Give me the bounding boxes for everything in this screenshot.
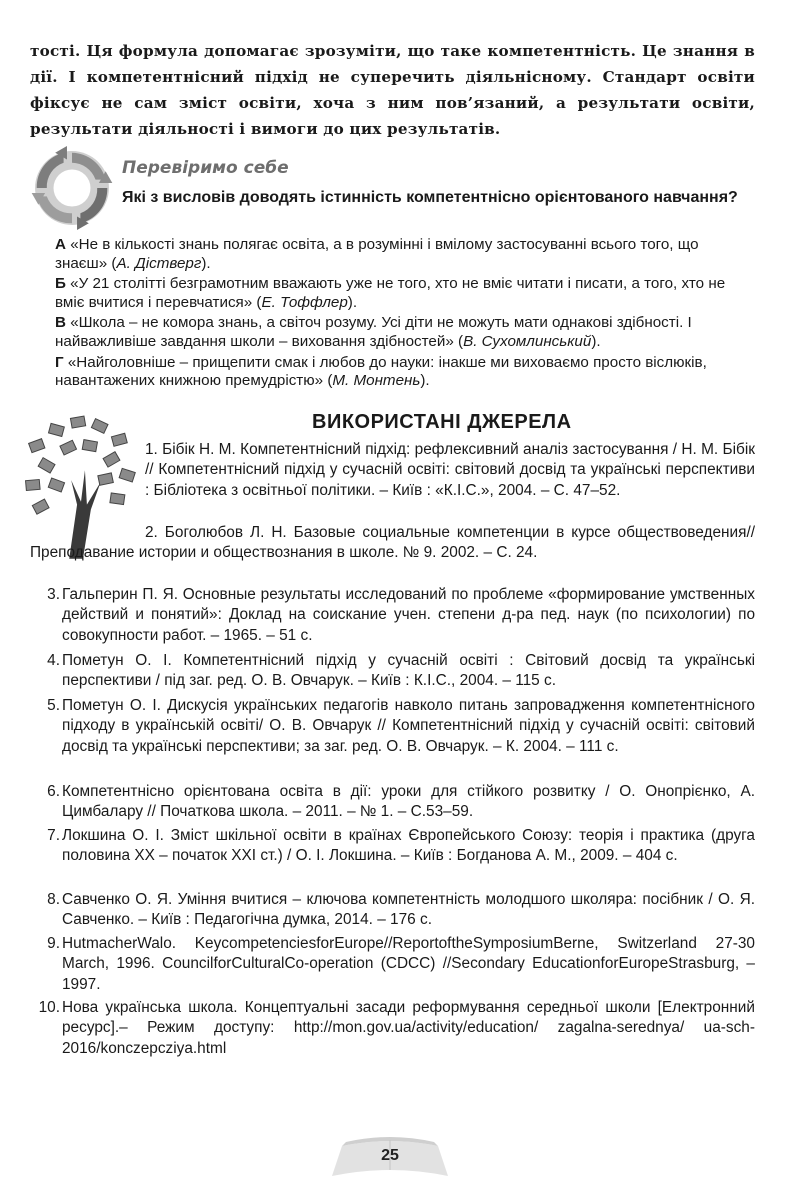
check-title: Перевіримо себе [122,158,289,178]
source-item-9: 9. HutmacherWalo. KeycompetenciesforEurope//ReportoftheSymposiumBerne, Switzerland 27-30 March, 1996. CouncilforCulturalCo-operation (CDCC) //Secondary EducationforEuropeStrasburg, –1997. [47,935,755,993]
quote-a: А «Не в кількості знань полягає освіта, а в розумінні і вмілому застосуванні всього того, що знаєш» (А. Дістверг). [55,236,699,272]
source-item-5: 5. Пометун О. І. Дискусія українських педагогів навколо питань запровадження компетентнісного підходу в українській освіті/ О. В. Овчарук // Компетентнісний підхід у сучасній освіті: світовий досвід та українські перспективи; за заг. ред. О. В. Овчарук. – К. 2004. – 111 с. [47,697,755,755]
quote-list [55,236,745,393]
quote-v: В «Школа – не комора знань, а світоч розуму. Усі діти не можуть мати однакові здібності. І найважливіше завдання школи – виховання здібностей» (В. Сухомлинський). [55,314,692,350]
source-item-1: 1. Бібік Н. М. Компетентнісний підхід: рефлексивний аналіз застосування / Н. М. Бібік // Компетентнісний підхід у сучасній освіті: світовий досвід та українські перспективи : Бібліотека з освітньої політики. – Київ : «К.І.С.», 2004. – С. 47–52. [145,441,755,499]
quote-g: Г «Найголовніше – прищепити смак і любов до науки: інакше ми виховаємо просто віслюків, навантажених книжною премудрістю» (М. Монтень). [55,353,707,390]
source-item-8: 8. Савченко О. Я. Уміння вчитися – ключова компетентність молодшого школяра: посібник / О. Я. Савченко. – Київ : Педагогічна думка, 2014. – 176 с. [47,891,755,929]
source-item-7: 7. Локшина О. І. Зміст шкільної освіти в країнах Європейського Союзу: теорія і практика (друга половина XX – початок XXI ст.) / О. І. Локшина. – Київ : Богданова А. М., 2009. – 404 с. [47,827,755,865]
check-question: Які з висловів доводять істинність компетентнісно орієнтованого навчання? [122,189,738,206]
quote-b: Б «У 21 столітті безграмотним вважають уже не того, хто не вміє читати і писати, а того, хто не вміє вчитися і перевчатися» (Е. Тоффлер). [55,275,726,311]
source-item-3: 3. Гальперин П. Я. Основные результаты исследований по проблеме «формирование умственных действий и понятий»: Доклад на соискание учен. степени д-ра пед. наук (по психологии) по совокупности работ. – 1965. – 51 с. [47,586,755,644]
page-number: 25 [381,1147,399,1164]
sources-title: ВИКОРИСТАНІ ДЖЕРЕЛА [312,411,572,433]
source-item-6: 6. Компетентнісно орієнтована освіта в дії: уроки для стійкого розвитку / О. Онопрієнко, А. Цимбалару // Початкова школа. – 2011. – № 1. – С.53–59. [47,783,755,821]
cycle-arrows-icon [30,146,114,230]
intro-paragraph: тості. Ця формула допомагає зрозуміти, що таке компетентність. Це знання в дії. І компетентнісний підхід не суперечить діяльнісному. Стандарт освіти фіксує не сам зміст освіти, хоча з ним пов’язаний, а результати освіти, результати діяльності і вимоги до цих результатів. [30,42,755,138]
source-item-4: 4. Пометун О. І. Компетентнісний підхід у сучасній освіті : Світовий досвід та українські перспективи / під заг. ред. О. В. Овчарук. – Київ : К.І.С., 2004. – 115 с. [47,652,755,690]
source-item-10: 10. Нова українська школа. Концептуальні засади реформування середньої школи [Електронний ресурс].– Режим доступу: http://mon.gov.ua/activity/education/ zagalna-serednya/ ua-sch-2016/konczepcziya.html [38,999,755,1057]
source-item-2: 2. Боголюбов Л. Н. Базовые социальные компетенции в курсе обществоведения//Преподавание истории и обществознания в школе. № 9. 2002. – С. 24. [30,524,755,562]
